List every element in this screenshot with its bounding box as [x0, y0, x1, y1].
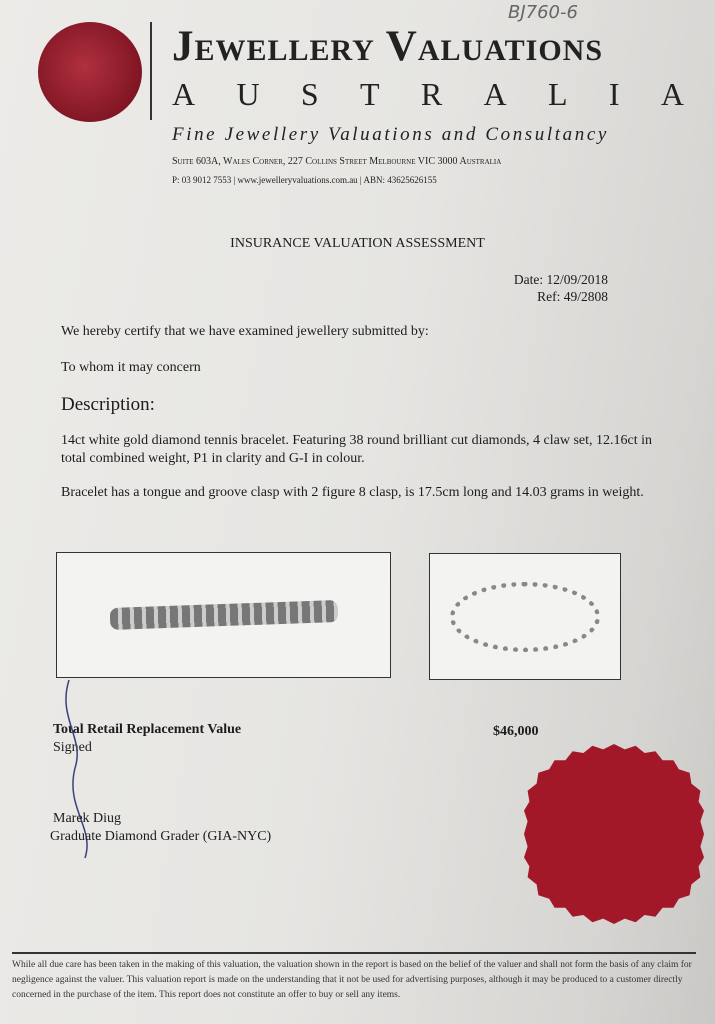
wax-seal-logo: [38, 22, 142, 122]
contact-line: P: 03 9012 7553 | www.jewelleryvaluations.com.au | ABN: 43625626155: [172, 175, 437, 185]
country-letter: A: [172, 76, 196, 112]
country-letter: R: [420, 76, 443, 112]
date: Date: 12/09/2018: [513, 272, 608, 287]
value-amount: $46,000: [493, 724, 539, 739]
country-letter: A: [660, 76, 684, 112]
document-title: INSURANCE VALUATION ASSESSMENT: [230, 236, 485, 251]
value-label: Total Retail Replacement Value: [53, 722, 242, 737]
signer-name: Marek Diug: [53, 811, 122, 826]
signature: [55, 678, 115, 878]
tagline: Fine Jewellery Valuations and Consultancy: [172, 124, 609, 145]
brand-country: [172, 76, 684, 113]
reference: Ref: 49/2808: [537, 289, 608, 304]
bracelet-photo-straight: [56, 552, 391, 678]
red-seal-sticker: [524, 744, 704, 924]
description-heading: Description:: [61, 394, 155, 415]
handwritten-reference: BJ760-6: [508, 2, 578, 23]
brand-name: Jewellery Valuations: [172, 23, 603, 70]
description-paragraph-2: Bracelet has a tongue and groove clasp with 2 figure 8 clasp, is 17.5cm long and 14.03 grams in weight.: [61, 485, 644, 500]
country-letter: I: [608, 76, 620, 112]
country-letter: A: [483, 76, 507, 112]
disclaimer: While all due care has been taken in the making of this valuation, the valuation shown in the report is based on the belief of the valuer and shall not form the basis of any claim for negligence against the valuer. This valuation report is made on the understanding that it not be used for advertising purposes, although it may be produced to a customer directly concerned in the purchase of the item. This report does not constitute an offer to buy or sell any items.: [12, 960, 692, 1000]
bracelet-photo-loop: [429, 553, 621, 680]
date-ref: [514, 271, 608, 305]
header-divider: [150, 22, 152, 120]
certify-text: We hereby certify that we have examined jewellery submitted by:: [61, 324, 429, 339]
country-letter: L: [547, 76, 568, 112]
signed-label: Signed: [53, 740, 92, 755]
address: Suite 603A, Wales Corner, 227 Collins Street Melbourne VIC 3000 Australia: [172, 156, 502, 167]
footer-divider: [12, 952, 696, 954]
recipient: To whom it may concern: [61, 360, 201, 375]
signer-title: Graduate Diamond Grader (GIA-NYC): [50, 829, 272, 844]
description-paragraph-1: 14ct white gold diamond tennis bracelet. Featuring 38 round brilliant cut diamonds, 4 claw set, 12.16ct in total combined weight, P1 in clarity and G-I in colour.: [61, 433, 652, 466]
country-letter: S: [300, 76, 319, 112]
country-letter: U: [236, 76, 260, 112]
country-letter: T: [360, 76, 380, 112]
